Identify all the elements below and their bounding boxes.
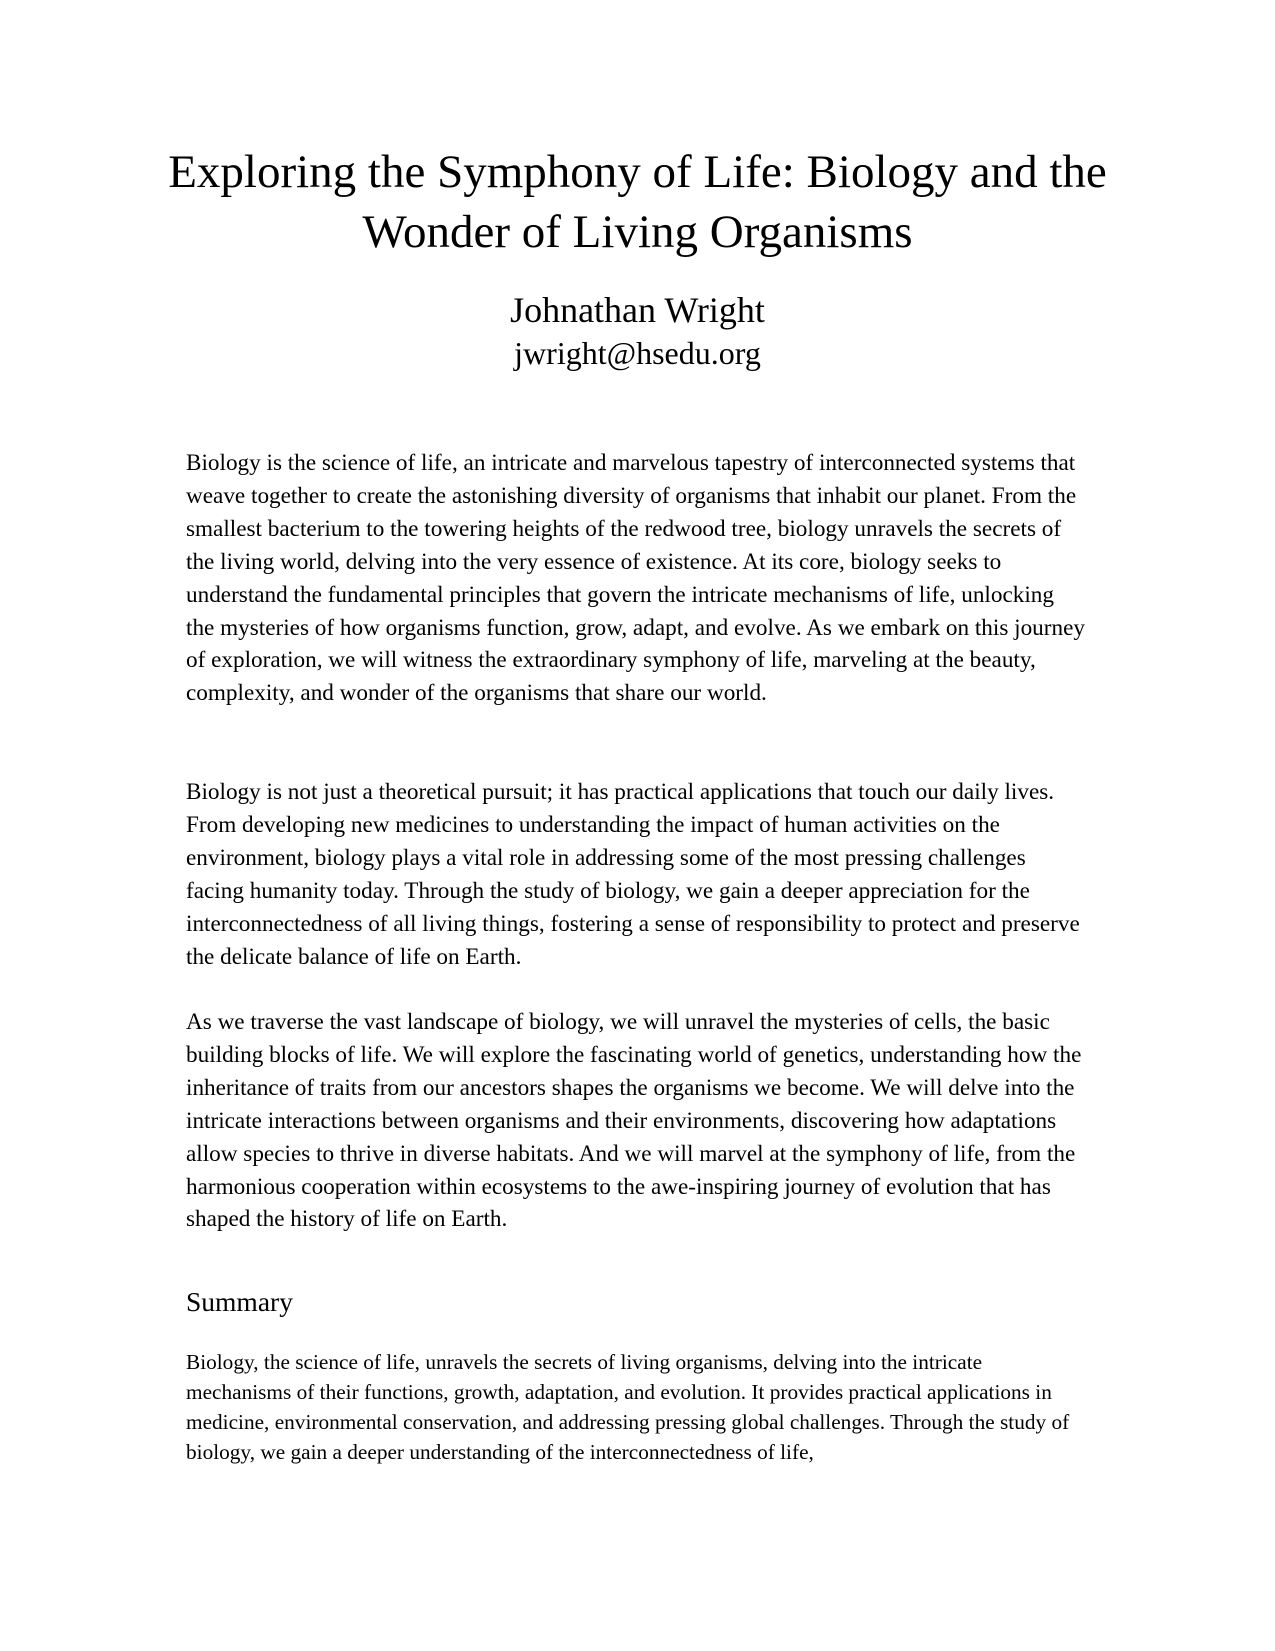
author-name: Johnathan Wright xyxy=(510,290,765,330)
author-email: jwright@hsedu.org xyxy=(514,335,761,371)
body-paragraph-3: As we traverse the vast landscape of biology, we will unravel the mysteries of cells, the basic building blocks of life. We will explore the fascinating world of genetics, understanding how the inheritance of traits from our ancestors shapes the organisms we become. We will delve into the intricate interactions between organisms and their environments, discovering how adaptations allow species to thrive in diverse habitats. And we will marvel at the symphony of life, from the harmonious cooperation within ecosystems to the awe-inspiring journey of evolution that has shaped the history of life on Earth. xyxy=(186,1009,1082,1233)
document-title: Exploring the Symphony of Life: Biology and the Wonder of Living Organisms xyxy=(168,146,1107,258)
body-paragraph-2: Biology is not just a theoretical pursuit; it has practical applications that touch our daily lives. From developing new medicines to understanding the impact of human activities on the environment, biology plays a vital role in addressing some of the most pressing challenges facing humanity today. Through the study of biology, we gain a deeper appreciation for the interconnectedness of all living things, fostering a sense of responsibility to protect and preserve the delicate balance of life on Earth. xyxy=(186,779,1080,970)
body-paragraph-1: Biology is the science of life, an intricate and marvelous tapestry of interconnected systems that weave together to create the astonishing diversity of organisms that inhabit our planet. From the smallest bacterium to the towering heights of the redwood tree, biology unravels the secrets of the living world, delving into the very essence of existence. At its core, biology seeks to understand the fundamental principles that govern the intricate mechanisms of life, unlocking the mysteries of how organisms function, grow, adapt, and evolve. As we embark on this journey of exploration, we will witness the extraordinary symphony of life, marveling at the beauty, complexity, and wonder of the organisms that share our world. xyxy=(186,450,1085,707)
summary-heading: Summary xyxy=(186,1286,293,1317)
summary-paragraph: Biology, the science of life, unravels the secrets of living organisms, delving into the intricate mechanisms of their functions, growth, adaptation, and evolution. It provides practical applications in medicine, environmental conservation, and addressing pressing global challenges. Through the study of biology, we gain a deeper understanding of the interconnectedness of life, xyxy=(186,1350,1070,1465)
